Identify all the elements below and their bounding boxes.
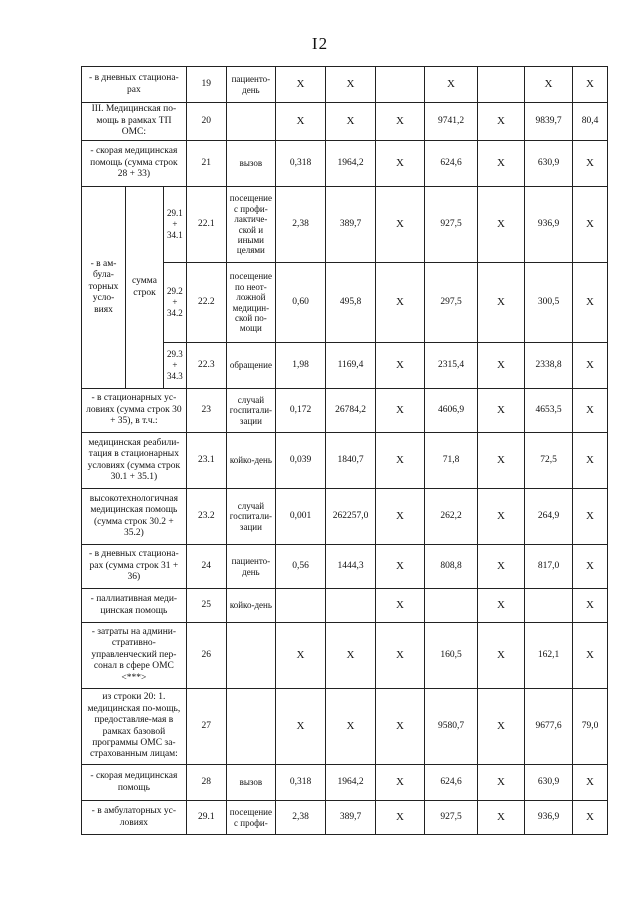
financial-table bbox=[81, 66, 608, 835]
cell: X bbox=[276, 689, 326, 765]
row-unit: посещение с профи- bbox=[226, 801, 275, 835]
cell: X bbox=[478, 545, 525, 589]
cell: 808,8 bbox=[425, 545, 478, 589]
row-unit: пациенто-день bbox=[226, 67, 275, 103]
table-row bbox=[82, 103, 608, 141]
cell: 1169,4 bbox=[326, 343, 376, 389]
row-unit bbox=[226, 689, 275, 765]
row-label: - в дневных стациона-рах (сумма строк 31 + 36) bbox=[82, 545, 187, 589]
cell: X bbox=[376, 489, 425, 545]
row-number: 23.2 bbox=[186, 489, 226, 545]
table-row bbox=[82, 589, 608, 623]
cell: X bbox=[478, 187, 525, 263]
cell: 817,0 bbox=[525, 545, 573, 589]
row-unit: койко-день bbox=[226, 433, 275, 489]
row-number: 21 bbox=[186, 141, 226, 187]
cell: 624,6 bbox=[425, 765, 478, 801]
cell: 0,001 bbox=[276, 489, 326, 545]
row-unit: вызов bbox=[226, 765, 275, 801]
cell: X bbox=[326, 103, 376, 141]
cell: 1444,3 bbox=[326, 545, 376, 589]
cell: 936,9 bbox=[525, 801, 573, 835]
cell: 1964,2 bbox=[326, 141, 376, 187]
row-number: 23 bbox=[186, 389, 226, 433]
cell: X bbox=[478, 433, 525, 489]
cell: 0,318 bbox=[276, 765, 326, 801]
row-label: - в ам-була-торных усло-виях bbox=[82, 187, 126, 389]
cell bbox=[326, 589, 376, 623]
cell: 389,7 bbox=[326, 801, 376, 835]
cell: 389,7 bbox=[326, 187, 376, 263]
cell: X bbox=[376, 187, 425, 263]
cell: 0,039 bbox=[276, 433, 326, 489]
cell: X bbox=[478, 489, 525, 545]
cell: 2,38 bbox=[276, 801, 326, 835]
table-row bbox=[82, 187, 608, 263]
cell: 160,5 bbox=[425, 623, 478, 689]
cell: 9839,7 bbox=[525, 103, 573, 141]
cell: X bbox=[376, 765, 425, 801]
table-row bbox=[82, 141, 608, 187]
table-row bbox=[82, 67, 608, 103]
cell: 9580,7 bbox=[425, 689, 478, 765]
cell: 4653,5 bbox=[525, 389, 573, 433]
cell: 262,2 bbox=[425, 489, 478, 545]
cell: X bbox=[573, 489, 608, 545]
cell: 300,5 bbox=[525, 263, 573, 343]
row-combo: 29.1 + 34.1 bbox=[164, 187, 187, 263]
row-unit: случай госпитали-зации bbox=[226, 489, 275, 545]
cell: 72,5 bbox=[525, 433, 573, 489]
row-number: 19 bbox=[186, 67, 226, 103]
row-label: высокотехнологичная медицинская помощь (сумма строк 30.2 + 35.2) bbox=[82, 489, 187, 545]
row-combo: 29.3 + 34.3 bbox=[164, 343, 187, 389]
cell: X bbox=[376, 389, 425, 433]
cell: 0,60 bbox=[276, 263, 326, 343]
row-combo: 29.2 + 34.2 bbox=[164, 263, 187, 343]
row-label: медицинская реабили-тация в стационарных условиях (сумма строк 30.1 + 35.1) bbox=[82, 433, 187, 489]
cell: X bbox=[276, 623, 326, 689]
table-row bbox=[82, 801, 608, 835]
cell: 1964,2 bbox=[326, 765, 376, 801]
cell: X bbox=[478, 263, 525, 343]
cell: 624,6 bbox=[425, 141, 478, 187]
page-number: I2 bbox=[311, 34, 329, 53]
cell: 0,172 bbox=[276, 389, 326, 433]
row-label: III. Медицинская по-мощь в рамках ТП ОМС: bbox=[82, 103, 187, 141]
row-label: - скорая медицинская помощь (сумма строк 28 + 33) bbox=[82, 141, 187, 187]
cell bbox=[525, 589, 573, 623]
cell: 495,8 bbox=[326, 263, 376, 343]
cell: X bbox=[326, 623, 376, 689]
row-number: 25 bbox=[186, 589, 226, 623]
table-row bbox=[82, 545, 608, 589]
cell: X bbox=[478, 103, 525, 141]
cell: X bbox=[525, 67, 573, 103]
table-row bbox=[82, 765, 608, 801]
cell: X bbox=[573, 187, 608, 263]
table-row bbox=[82, 433, 608, 489]
cell: X bbox=[478, 589, 525, 623]
row-unit: случай госпитали-зации bbox=[226, 389, 275, 433]
cell: 2315,4 bbox=[425, 343, 478, 389]
row-number: 29.1 bbox=[186, 801, 226, 835]
cell: 79,0 bbox=[573, 689, 608, 765]
row-label: - затраты на админи-стративно-управленческий пер-сонал в сфере ОМС <***> bbox=[82, 623, 187, 689]
row-label: - скорая медицинская помощь bbox=[82, 765, 187, 801]
cell: 927,5 bbox=[425, 187, 478, 263]
sum-label: сумма строк bbox=[126, 187, 164, 389]
row-number: 28 bbox=[186, 765, 226, 801]
cell bbox=[376, 67, 425, 103]
cell: 0,56 bbox=[276, 545, 326, 589]
cell: 2,38 bbox=[276, 187, 326, 263]
row-number: 24 bbox=[186, 545, 226, 589]
cell: X bbox=[376, 545, 425, 589]
table-row bbox=[82, 689, 608, 765]
row-label: - в дневных стациона-рах bbox=[82, 67, 187, 103]
cell: X bbox=[573, 343, 608, 389]
cell: X bbox=[376, 141, 425, 187]
cell: X bbox=[478, 343, 525, 389]
cell: 927,5 bbox=[425, 801, 478, 835]
cell: 0,318 bbox=[276, 141, 326, 187]
cell: X bbox=[573, 433, 608, 489]
cell: X bbox=[573, 389, 608, 433]
cell: X bbox=[326, 67, 376, 103]
cell: 71,8 bbox=[425, 433, 478, 489]
cell bbox=[425, 589, 478, 623]
row-unit: посещение с профи-лактиче-ской и иными целями bbox=[226, 187, 275, 263]
cell: 262257,0 bbox=[326, 489, 376, 545]
cell: X bbox=[425, 67, 478, 103]
cell: X bbox=[376, 433, 425, 489]
row-unit: вызов bbox=[226, 141, 275, 187]
cell bbox=[276, 589, 326, 623]
cell: 4606,9 bbox=[425, 389, 478, 433]
cell: 264,9 bbox=[525, 489, 573, 545]
row-label: из строки 20: 1. медицинская по-мощь, предоставляе-мая в рамках базовой программы ОМС за-страхованным лицам: bbox=[82, 689, 187, 765]
cell: X bbox=[478, 765, 525, 801]
cell: X bbox=[376, 689, 425, 765]
cell: 630,9 bbox=[525, 141, 573, 187]
cell: X bbox=[573, 141, 608, 187]
row-number: 27 bbox=[186, 689, 226, 765]
cell: 936,9 bbox=[525, 187, 573, 263]
table-row bbox=[82, 389, 608, 433]
cell: 26784,2 bbox=[326, 389, 376, 433]
cell: 630,9 bbox=[525, 765, 573, 801]
cell: X bbox=[478, 389, 525, 433]
row-number: 23.1 bbox=[186, 433, 226, 489]
cell: X bbox=[573, 589, 608, 623]
cell: X bbox=[376, 263, 425, 343]
row-unit: обращение bbox=[226, 343, 275, 389]
cell: 9741,2 bbox=[425, 103, 478, 141]
row-unit: пациенто-день bbox=[226, 545, 275, 589]
row-number: 26 bbox=[186, 623, 226, 689]
cell: 162,1 bbox=[525, 623, 573, 689]
row-number: 22.2 bbox=[186, 263, 226, 343]
cell: 297,5 bbox=[425, 263, 478, 343]
cell: X bbox=[573, 765, 608, 801]
cell bbox=[478, 67, 525, 103]
cell: 2338,8 bbox=[525, 343, 573, 389]
row-unit bbox=[226, 103, 275, 141]
cell: X bbox=[376, 343, 425, 389]
cell: 1,98 bbox=[276, 343, 326, 389]
cell: X bbox=[478, 801, 525, 835]
cell: X bbox=[573, 801, 608, 835]
row-number: 22.3 bbox=[186, 343, 226, 389]
cell: X bbox=[573, 545, 608, 589]
row-label: - в стационарных ус-ловиях (сумма строк 30 + 35), в т.ч.: bbox=[82, 389, 187, 433]
cell: X bbox=[478, 689, 525, 765]
cell: X bbox=[478, 141, 525, 187]
row-unit: койко-день bbox=[226, 589, 275, 623]
cell: X bbox=[573, 67, 608, 103]
cell: X bbox=[376, 623, 425, 689]
cell: X bbox=[276, 103, 326, 141]
cell: X bbox=[573, 623, 608, 689]
cell: 1840,7 bbox=[326, 433, 376, 489]
cell: 80,4 bbox=[573, 103, 608, 141]
cell: X bbox=[376, 103, 425, 141]
cell: X bbox=[376, 589, 425, 623]
cell: 9677,6 bbox=[525, 689, 573, 765]
table-row bbox=[82, 489, 608, 545]
cell: X bbox=[326, 689, 376, 765]
table-row bbox=[82, 623, 608, 689]
row-number: 20 bbox=[186, 103, 226, 141]
row-unit bbox=[226, 623, 275, 689]
cell: X bbox=[376, 801, 425, 835]
row-label: - паллиативная меди-цинская помощь bbox=[82, 589, 187, 623]
cell: X bbox=[276, 67, 326, 103]
row-unit: посещение по неот-ложной медицин-ской по-мощи bbox=[226, 263, 275, 343]
cell: X bbox=[478, 623, 525, 689]
cell: X bbox=[573, 263, 608, 343]
row-number: 22.1 bbox=[186, 187, 226, 263]
row-label: - в амбулаторных ус-ловиях bbox=[82, 801, 187, 835]
